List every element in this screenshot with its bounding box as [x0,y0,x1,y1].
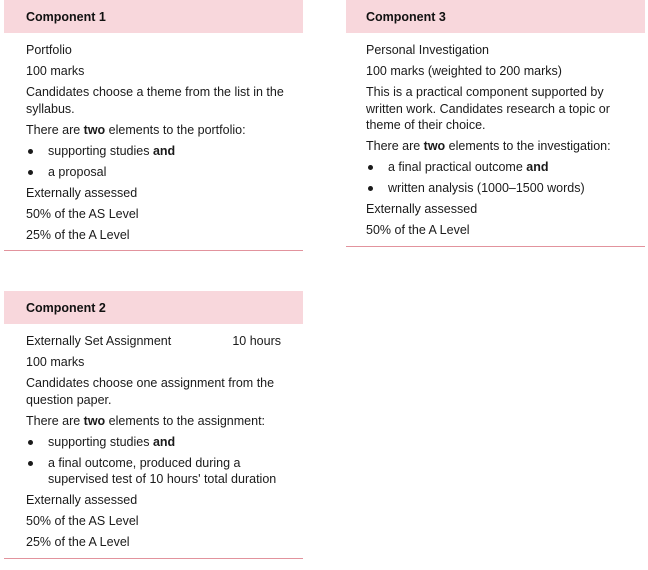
component-2-header [4,291,303,324]
component-2-bullet-1-text: supporting studies [48,434,153,449]
component-2-bullet-1 [26,434,293,451]
component-2-elements-post: elements to the assignment: [105,413,266,428]
component-2-elements [26,413,293,430]
component-3-body [346,33,645,247]
component-2-bullets [26,434,293,488]
component-3-elements-bold: two [423,139,446,153]
component-3-header [346,0,645,33]
component-1-bullet-1 [26,143,293,160]
component-3-card [346,0,645,247]
component-3-elements-post: elements to the investigation: [445,139,611,153]
component-2-title-row [26,333,293,350]
component-2-body [4,324,303,559]
component-1-header-label: Component 1 [26,9,106,24]
component-1-bullets [26,143,293,181]
component-3-bullet-1-text: a final practical outcome [388,160,527,174]
component-3-assessed: Externally assessed [366,202,478,216]
component-1-marks: 100 marks [26,64,85,78]
component-1-bullet-1-bold: and [152,143,176,158]
component-2-header-label: Component 2 [26,300,106,315]
component-1-elements-bold: two [83,122,106,137]
component-3-bullet-2-text: written analysis (1000–1500 words) [388,181,585,195]
component-1-assessed: Externally assessed [26,185,138,200]
component-1-as-level: 50% of the AS Level [26,206,139,221]
component-1-elements [26,122,293,139]
component-2-as-level: 50% of the AS Level [26,514,139,528]
component-3-bullet-1-bold: and [526,160,549,174]
component-2-duration: 10 hours [232,334,281,348]
component-3-bullets [366,159,635,197]
component-1-card [4,0,303,251]
component-3-elements-pre: There are [366,139,424,153]
component-2-card [4,291,303,559]
component-1-elements-post: elements to the portfolio: [105,122,246,137]
component-3-marks: 100 marks (weighted to 200 marks) [366,64,562,78]
component-3-as-level: 50% of the A Level [366,223,470,237]
component-1-bullet-2-text: a proposal [48,164,107,179]
component-1-header [4,0,303,33]
component-3-header-label: Component 3 [366,9,446,24]
component-2-bullet-1-bold: and [152,434,176,449]
component-2-a-level: 25% of the A Level [26,535,130,549]
component-1-title: Portfolio [26,43,72,57]
component-2-assessed: Externally assessed [26,493,138,507]
component-2-title: Externally Set Assignment [26,334,172,348]
component-2-marks: 100 marks [26,355,85,369]
component-2-bullet-2 [26,455,293,488]
component-3-intro: This is a practical component supported by written work. Candidates research a topic or theme of their choice. [366,85,610,132]
component-1-bullet-1-text: supporting studies [48,143,153,158]
component-1-bullet-2 [26,164,293,181]
component-2-bullet-2-text: a final outcome, produced during a supervised test of 10 hours' total duration [48,455,277,486]
component-2-intro: Candidates choose one assignment from the question paper. [26,376,275,407]
component-3-elements [366,138,635,155]
component-1-intro: Candidates choose a theme from the list in the syllabus. [26,85,284,116]
component-1-a-level: 25% of the A Level [26,227,130,242]
component-3-bullet-1 [366,159,635,176]
component-1-elements-pre: There are [26,122,84,137]
component-2-elements-pre: There are [26,413,84,428]
component-3-bullet-2 [366,180,635,197]
component-1-body [4,33,303,251]
component-2-elements-bold: two [83,413,106,428]
component-3-title: Personal Investigation [366,43,489,57]
